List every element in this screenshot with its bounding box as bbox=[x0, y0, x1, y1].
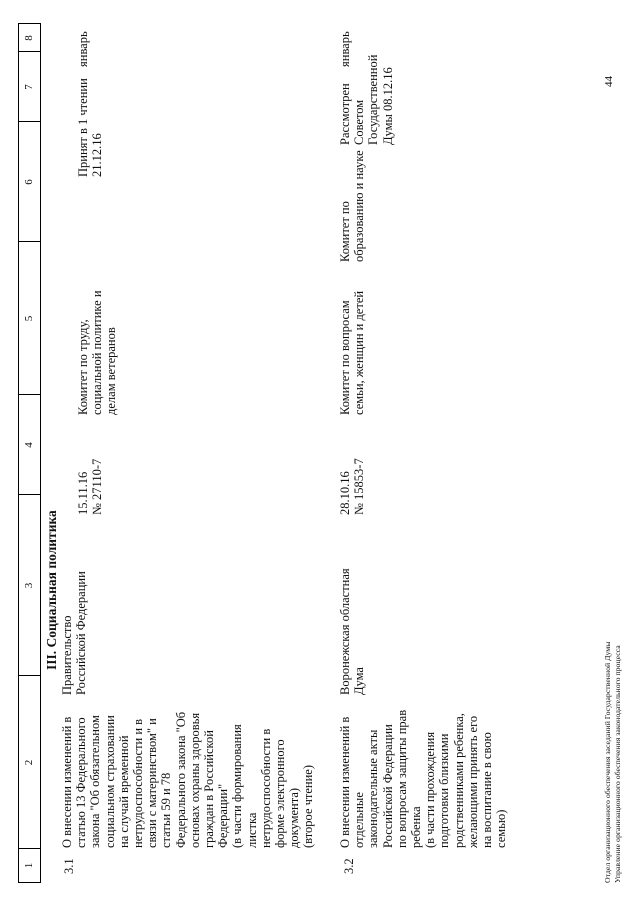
row-3-1-status: Принят в 1 чтении 21.12.16 bbox=[76, 78, 105, 177]
row-3-1-number: 3.1 bbox=[62, 858, 76, 874]
row-3-2-month: январь bbox=[338, 31, 352, 67]
row-3-1-initiator: Правительство Российской Федерации bbox=[60, 571, 89, 695]
page-number: 44 bbox=[603, 76, 615, 87]
row-3-2-number: 3.2 bbox=[342, 858, 356, 874]
col-header-5: 5 bbox=[19, 241, 40, 395]
row-3-1-date-number: 15.11.16 № 27110-7 bbox=[76, 458, 105, 515]
row-3-2-initiator: Воронежская областная Дума bbox=[338, 568, 367, 695]
footer-text: Отдел организационного обеспечения заседаний Государственной Думы Управление организационного обеспечения законодательного процесса bbox=[603, 641, 622, 883]
row-3-2-co-committee: Комитет по образованию и науке bbox=[338, 150, 367, 262]
row-3-1-committee: Комитет по труду, социальной политике и делам ветеранов bbox=[76, 290, 119, 415]
row-3-2-date-number: 28.10.16 № 15853-7 bbox=[338, 458, 367, 515]
column-header-row bbox=[18, 23, 41, 883]
row-3-2-title: О внесении изменений в отдельные законодательные акты Российской Федерации по вопросам защиты прав ребенка (в части прохождения подготовки близкими родственниками ребенка, желающими принять его на воспитание в свою семью) bbox=[338, 709, 509, 848]
row-3-1-title: О внесении изменений в статью 13 Федерального закона "Об обязательном социальном страховании на случай временной нетрудоспособности и в связи с материнством" и статьи 59 и 78 Федерального закона "Об основах охраны здоровья граждан в Российской Федерации" (в части формирования листка нетрудоспособности в форме электронного документа) (второе чтение) bbox=[60, 711, 316, 848]
col-header-6: 6 bbox=[19, 121, 40, 242]
row-3-2-status: Рассмотрен Советом Государственной Думы 08.12.16 bbox=[338, 54, 395, 145]
col-header-8: 8 bbox=[23, 35, 35, 41]
col-header-3: 3 bbox=[19, 494, 40, 676]
section-title: III. Социальная политика bbox=[44, 510, 59, 670]
row-3-2-committee: Комитет по вопросам семьи, женщин и детей bbox=[338, 290, 367, 415]
col-header-4: 4 bbox=[19, 394, 40, 495]
row-3-1-month: январь bbox=[76, 31, 90, 67]
col-header-7: 7 bbox=[19, 51, 40, 122]
col-header-2: 2 bbox=[19, 675, 40, 849]
col-header-1: 1 bbox=[19, 848, 40, 882]
